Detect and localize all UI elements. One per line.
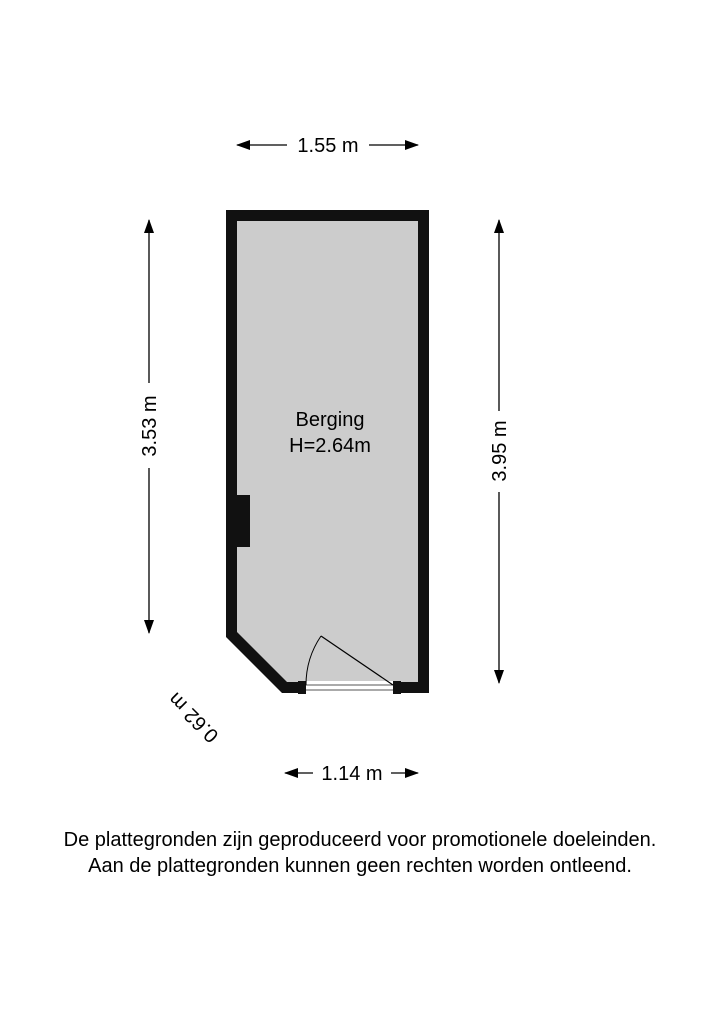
door-frame-left [298,681,306,694]
door-frame-right [393,681,401,694]
dimension-bottom [285,763,418,785]
disclaimer-line-1: De plattegronden zijn geproduceerd voor promotionele doeleinden. [63,829,657,851]
wall-block [237,495,250,547]
dimension-left [139,220,161,633]
dimension-label: 3.95 m [489,420,511,482]
door-opening [298,681,399,694]
dimension-top [237,135,418,157]
dimension-label: 1.55 m [297,135,359,157]
dimension-label: 0.62 m [164,687,224,747]
room-height: H=2.64m [289,435,371,457]
dimension-label: 3.53 m [139,395,161,457]
dimension-diagonal [164,688,223,747]
dimension-label: 1.14 m [321,763,383,785]
disclaimer [0,827,720,879]
dimension-right [489,220,511,683]
disclaimer-line-2: Aan de plattegronden kunnen geen rechten worden ontleend. [88,855,632,877]
room-name: Berging [295,409,365,431]
